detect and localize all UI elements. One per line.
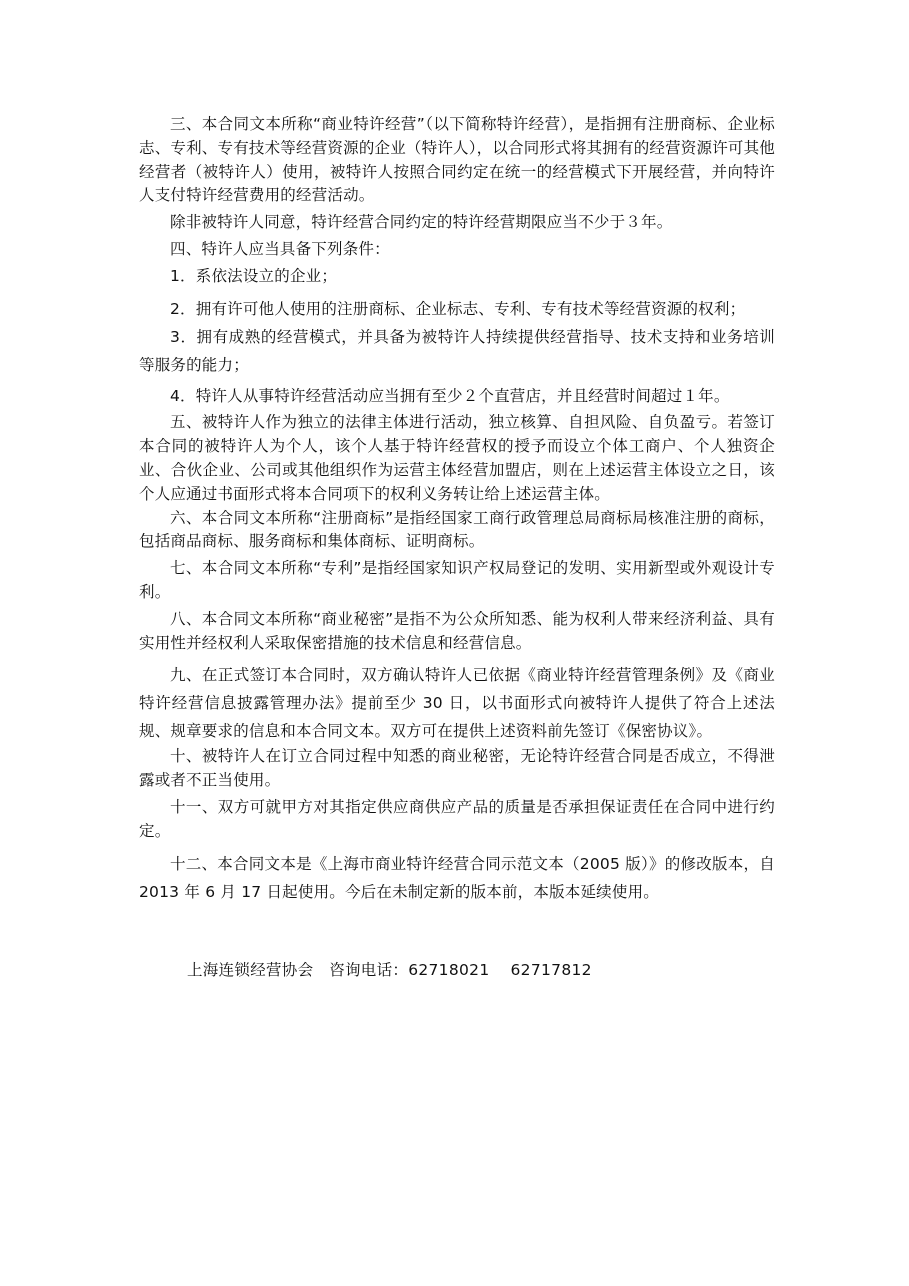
- paragraph-version-note: 十二、本合同文本是《上海市商业特许经营合同示范文本（2005 版）》的修改版本，自 2013 年 6 月 17 日起使用。今后在未制定新的版本前，本版本延续使用。: [139, 854, 775, 901]
- paragraph-franchisor-conditions-heading: 四、特许人应当具备下列条件：: [170, 239, 390, 258]
- paragraph-independent-legal-subject: 五、被特许人作为独立的法律主体进行活动，独立核算、自担风险、自负盈亏。若签订本合同的被特许人为个人，该个人基于特许经营权的授予而设立个体工商户、个人独资企业、合伙企业、公司或其他组织作为运营主体经营加盟店，则在上述运营主体设立之日，该个人应通过书面形式将本合同项下的权利义务转让给上述运营主体。: [139, 413, 775, 503]
- paragraph-franchise-term: 除非被特许人同意，特许经营合同约定的特许经营期限应当不少于３年。: [170, 213, 673, 232]
- paragraph-trade-secret-definition: 八、本合同文本所称“商业秘密”是指不为公众所知悉、能为权利人带来经济利益、具有实用性并经权利人采取保密措施的技术信息和经营信息。: [139, 609, 775, 652]
- association-contact-footer: 上海连锁经营协会 咨询电话：62718021 62717812: [187, 961, 592, 979]
- paragraph-commercial-franchising-definition: 三、本合同文本所称“商业特许经营”（以下简称特许经营），是指拥有注册商标、企业标志、专利、专有技术等经营资源的企业（特许人），以合同形式将其拥有的经营资源许可其他经营者（被特许人）使用，被特许人按照合同约定在统一的经营模式下开展经营，并向特许人支付特许经营费用的经营活动。: [139, 115, 775, 205]
- paragraph-supplier-quality: 十一、双方可就甲方对其指定供应商供应产品的质量是否承担保证责任在合同中进行约定。: [139, 797, 775, 840]
- list-item-condition-4: 4．特许人从事特许经营活动应当拥有至少２个直营店，并且经营时间超过１年。: [170, 386, 730, 405]
- list-item-condition-2: 2．拥有许可他人使用的注册商标、企业标志、专利、专有技术等经营资源的权利；: [170, 299, 746, 318]
- document-body: [139, 113, 775, 906]
- list-item-condition-1: 1．系依法设立的企业；: [170, 266, 338, 285]
- paragraph-patent-definition: 七、本合同文本所称“专利”是指经国家知识产权局登记的发明、实用新型或外观设计专利。: [139, 559, 775, 601]
- paragraph-information-disclosure: 九、在正式签订本合同时，双方确认特许人已依据《商业特许经营管理条例》及《商业特许经营信息披露管理办法》提前至少 30 日，以书面形式向被特许人提供了符合上述法规、规章要求的信息和本合同文本。双方可在提供上述资料前先签订《保密协议》。: [139, 666, 775, 741]
- list-item-condition-3: 3．拥有成熟的经营模式，并具备为被特许人持续提供经营指导、技术支持和业务培训等服务的能力；: [139, 327, 775, 374]
- paragraph-registered-trademark-definition: 六、本合同文本所称“注册商标”是指经国家工商行政管理总局商标局核准注册的商标，包括商品商标、服务商标和集体商标、证明商标。: [139, 508, 775, 551]
- paragraph-confidentiality: 十、被特许人在订立合同过程中知悉的商业秘密，无论特许经营合同是否成立，不得泄露或者不正当使用。: [139, 747, 775, 790]
